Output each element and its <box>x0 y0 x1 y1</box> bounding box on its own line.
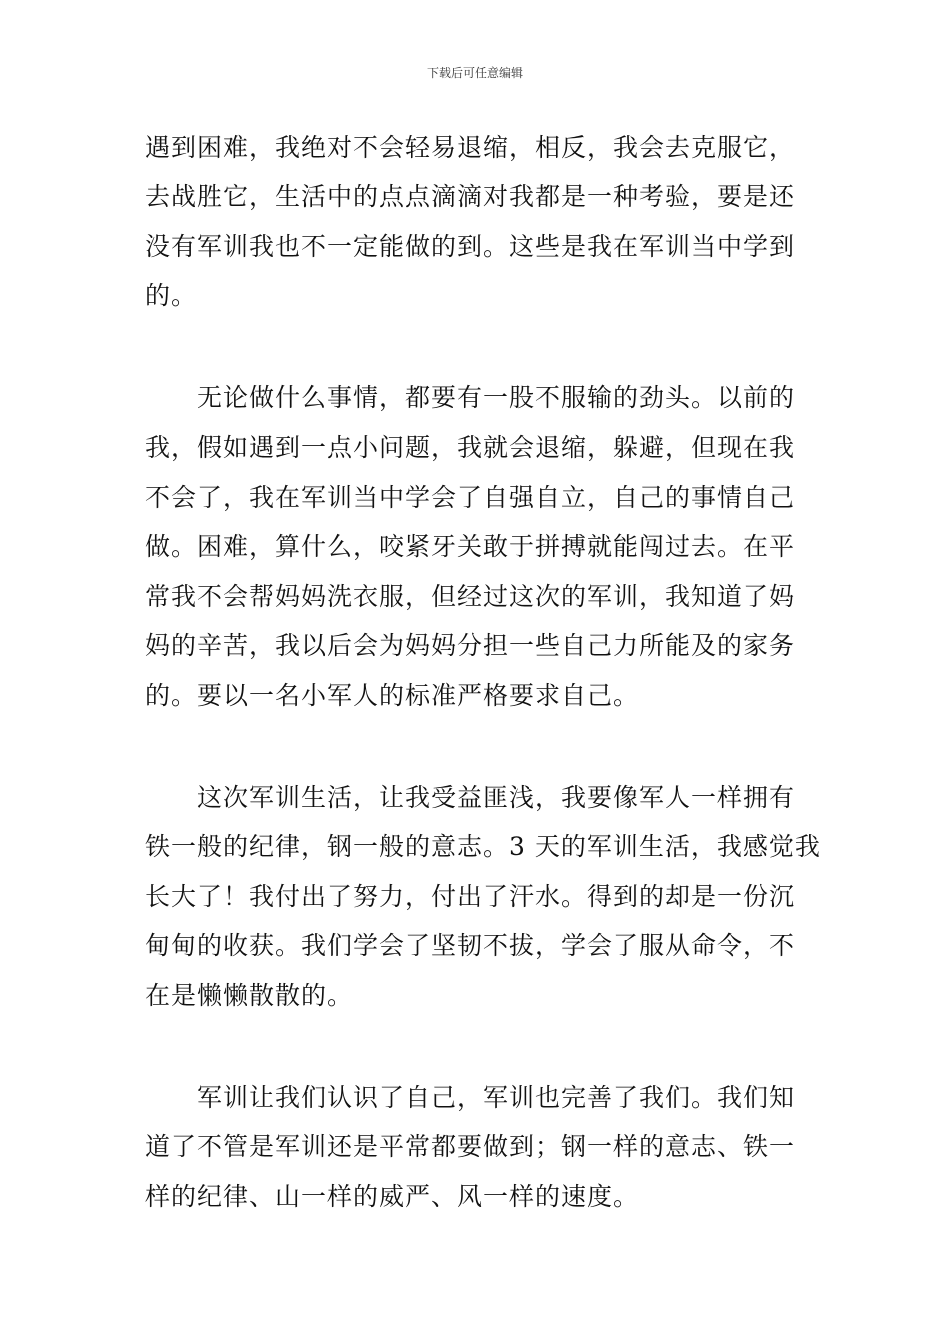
paragraph-line: 长大了！我付出了努力，付出了汗水。得到的却是一份沉 <box>145 882 796 911</box>
page-header: 下载后可任意编辑 <box>426 66 523 80</box>
paragraph-line: 我，假如遇到一点小问题，我就会退缩，躲避，但现在我 <box>145 433 796 462</box>
paragraph-line: 做。困难，算什么，咬紧牙关敢于拼搏就能闯过去。在平 <box>145 532 796 561</box>
paragraph-line: 无论做什么事情，都要有一股不服输的劲头。以前的 <box>197 383 796 412</box>
paragraph-line: 样的纪律、山一样的威严、风一样的速度。 <box>145 1182 640 1211</box>
paragraph-line: 这次军训生活，让我受益匪浅，我要像军人一样拥有 <box>197 783 796 812</box>
paragraph-line: 在是懒懒散散的。 <box>145 981 354 1010</box>
paragraph-line: 铁一般的纪律，钢一般的意志。3 天的军训生活，我感觉我 <box>145 832 821 861</box>
paragraph-line: 去战胜它，生活中的点点滴滴对我都是一种考验，要是还 <box>145 182 796 211</box>
paragraph-line: 不会了，我在军训当中学会了自强自立，自己的事情自己 <box>145 483 796 512</box>
paragraph-line: 妈的辛苦，我以后会为妈妈分担一些自己力所能及的家务 <box>145 631 796 660</box>
paragraph-line: 没有军训我也不一定能做的到。这些是我在军训当中学到 <box>145 232 796 261</box>
paragraph-line: 甸甸的收获。我们学会了坚韧不拔，学会了服从命令，不 <box>145 931 796 960</box>
paragraph-line: 的。要以一名小军人的标准严格要求自己。 <box>145 681 640 710</box>
paragraph-line: 常我不会帮妈妈洗衣服，但经过这次的军训，我知道了妈 <box>145 582 796 611</box>
paragraph-line: 道了不管是军训还是平常都要做到；钢一样的意志、铁一 <box>145 1132 796 1161</box>
paragraph-line: 遇到困难，我绝对不会轻易退缩，相反，我会去克服它， <box>145 133 796 162</box>
paragraph-line: 军训让我们认识了自己，军训也完善了我们。我们知 <box>197 1083 796 1112</box>
paragraph-line: 的。 <box>145 281 198 310</box>
